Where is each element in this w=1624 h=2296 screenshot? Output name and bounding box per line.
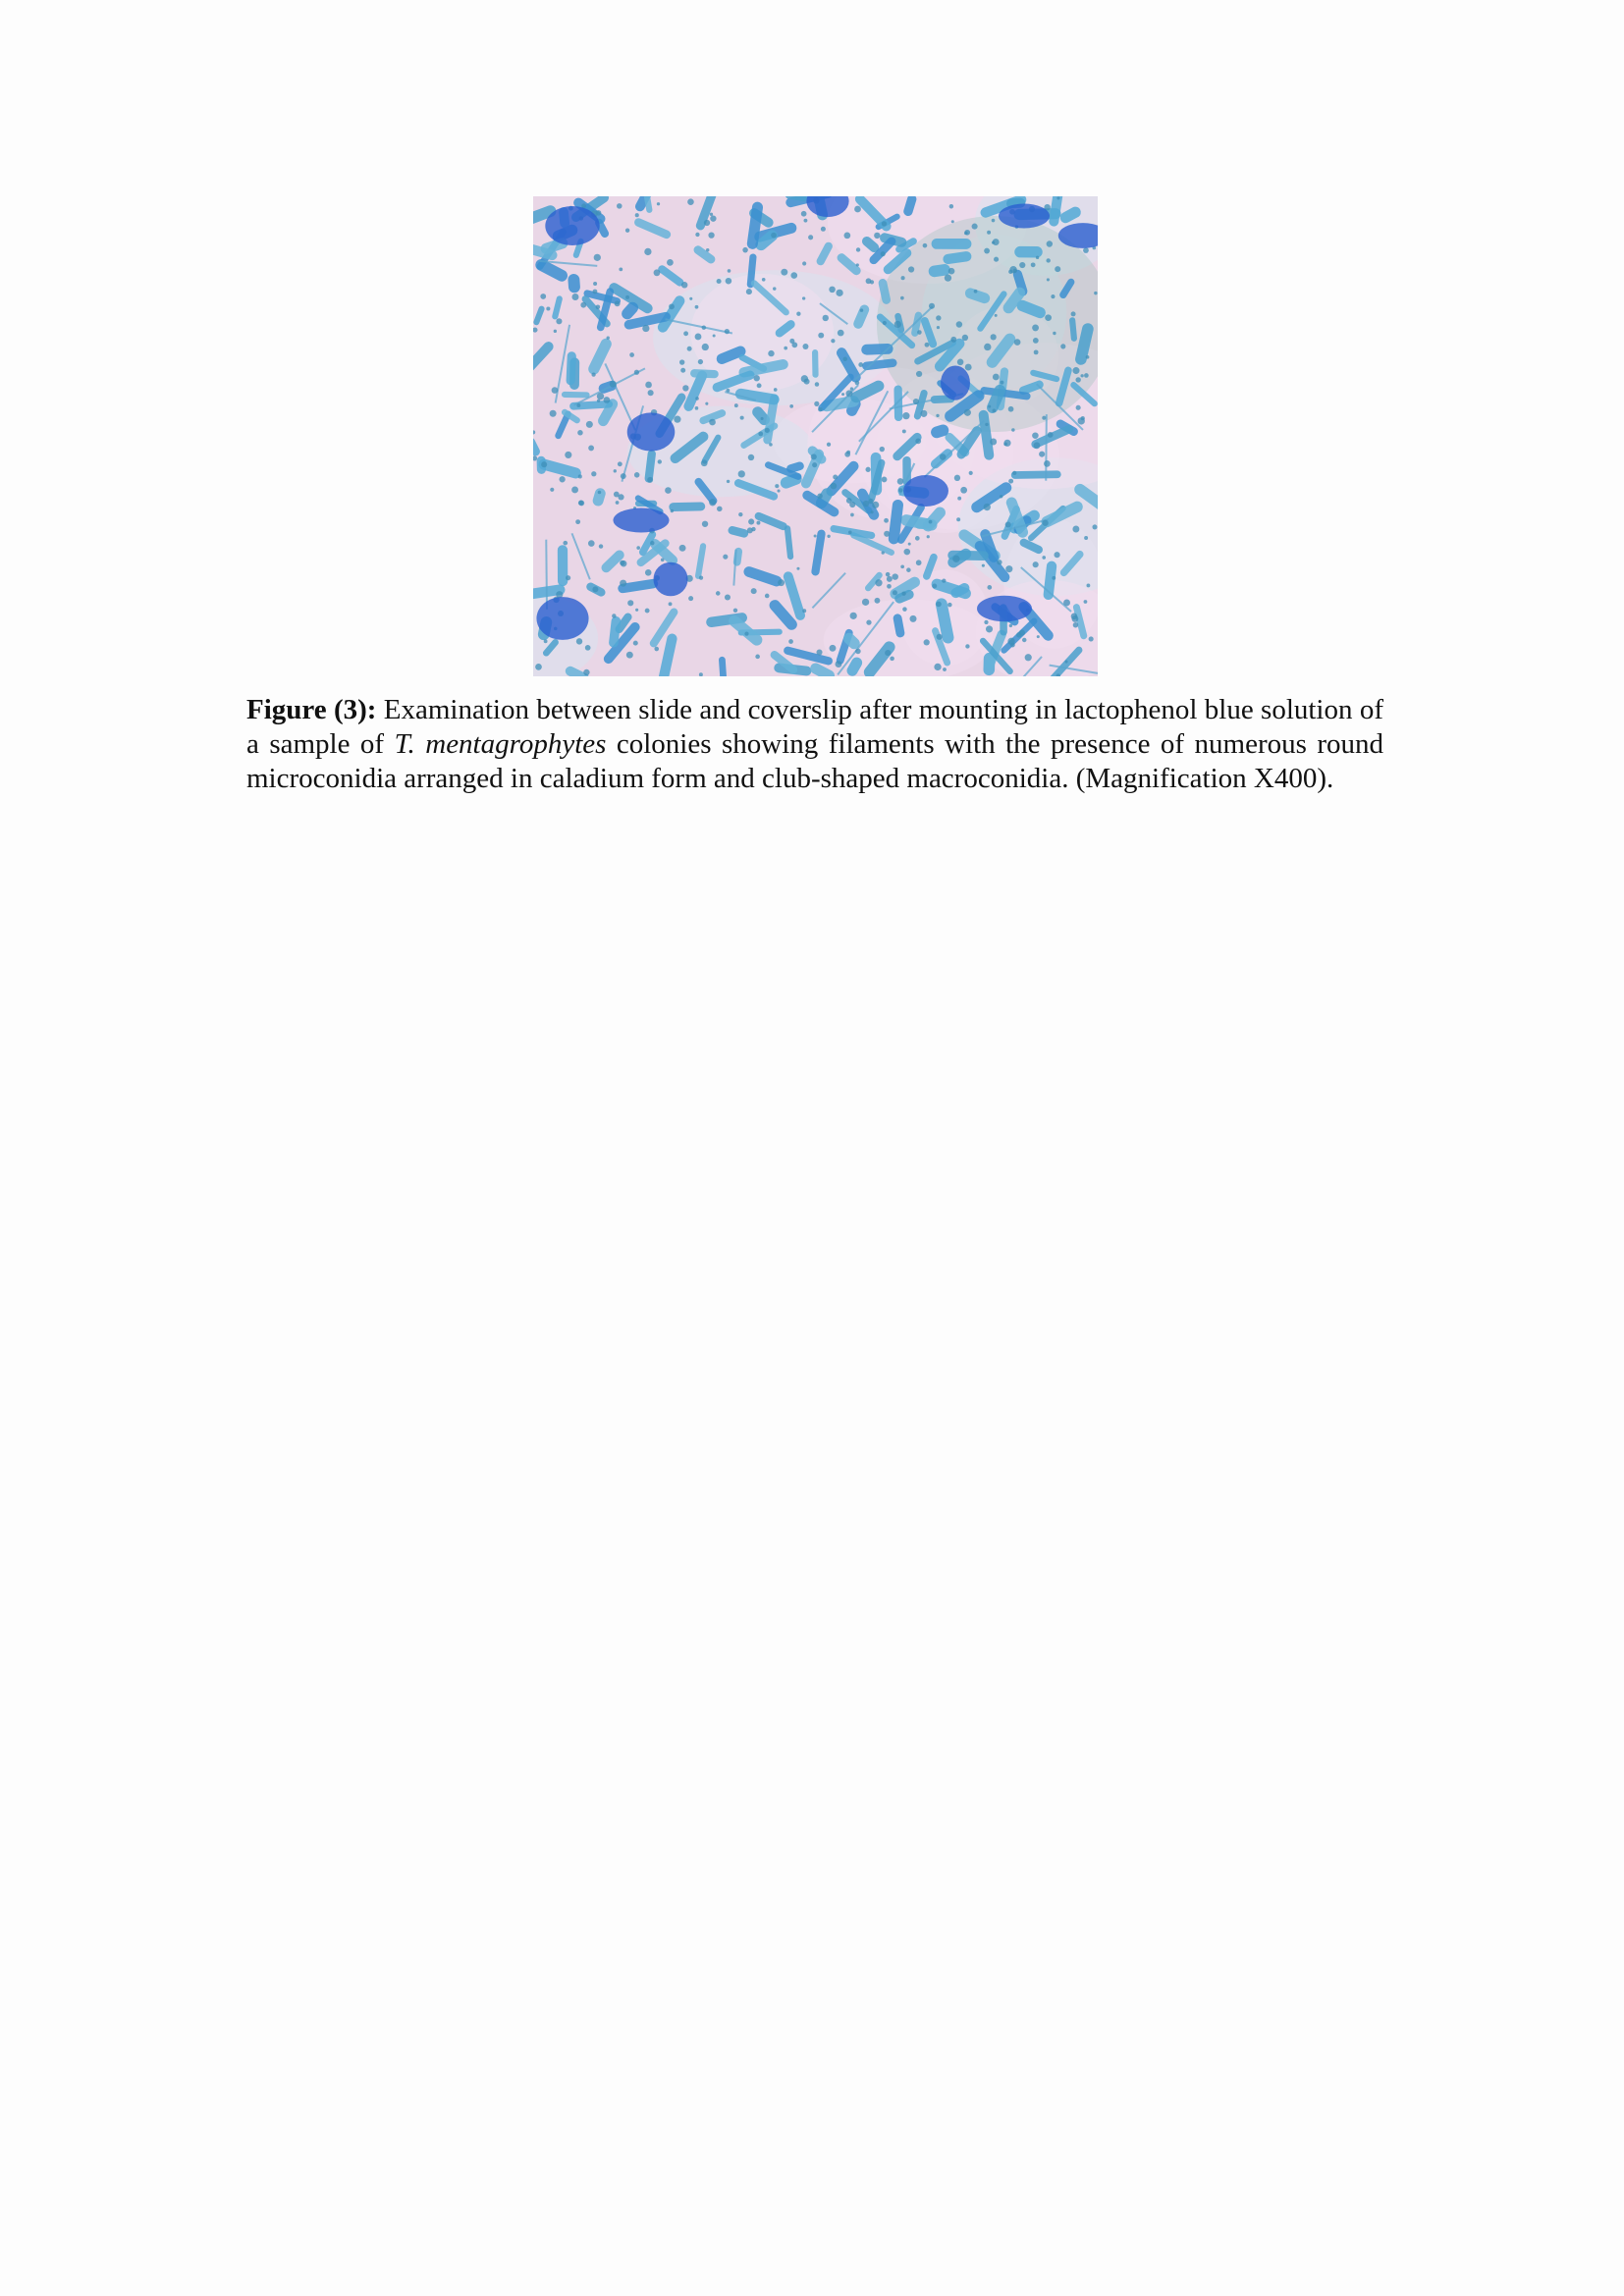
micrograph-figure — [533, 196, 1098, 676]
caption-label: Figure (3): — [246, 694, 377, 725]
caption-text-after: colonies showing filaments with the presence of numerous round microconidia arranged in caladium form and club-shaped macroconidia. (Magnification X400). — [246, 728, 1383, 794]
micrograph-image — [533, 196, 1098, 676]
caption-species: T. mentagrophytes — [394, 728, 607, 760]
caption-text-before: Examination between slide and coverslip after mounting in lactophenol blue solution of a sample of — [246, 694, 1383, 760]
figure-caption — [246, 693, 1383, 796]
